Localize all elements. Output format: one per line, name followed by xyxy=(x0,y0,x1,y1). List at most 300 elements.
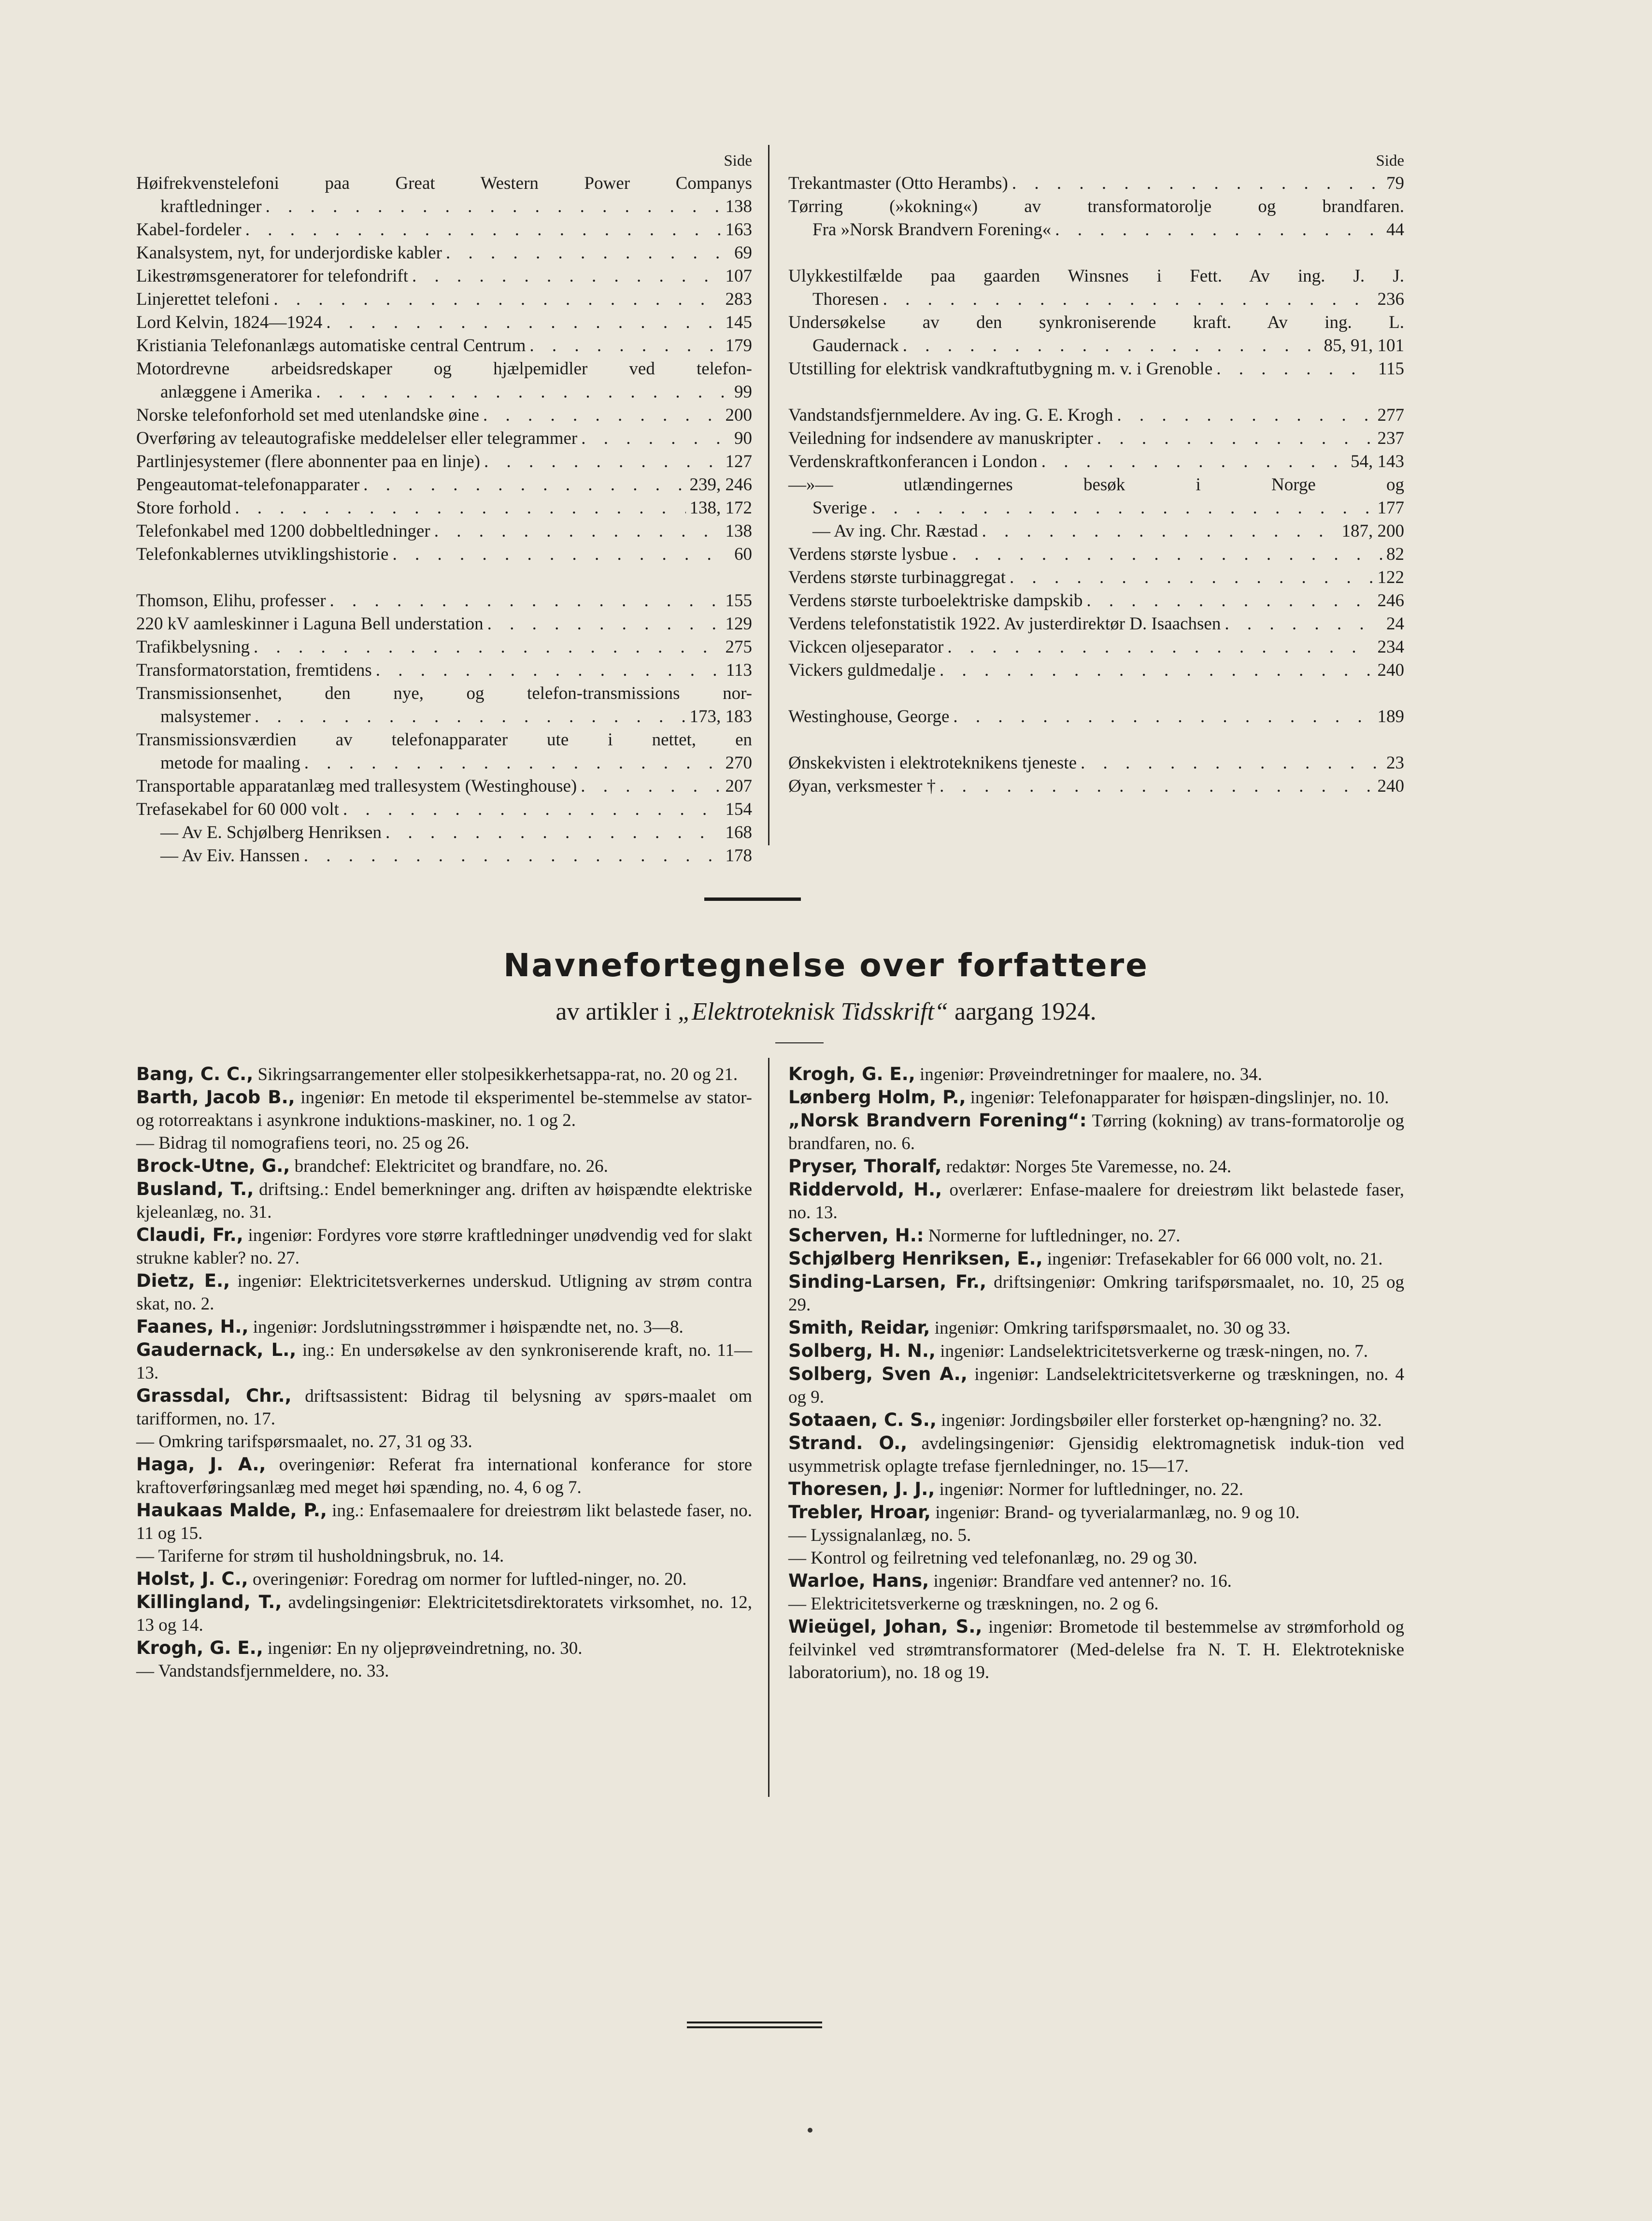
dot-leader xyxy=(1097,427,1374,450)
index-entry xyxy=(136,659,752,682)
section-subtitle xyxy=(0,997,1652,1026)
index-entry-title: Ønskekvisten i elektroteknikens tjeneste xyxy=(788,753,1077,773)
index-entry xyxy=(788,311,1404,357)
author-name: Riddervold, H., xyxy=(788,1179,942,1200)
index-entry-title: Gaudernack xyxy=(812,336,899,356)
page-dot xyxy=(808,2128,812,2133)
dot-leader xyxy=(434,520,722,543)
author-articles: ingeniør: En metode til eksperimentel be-stemmelse av stator- og rotorreaktans i asynkrone induktions-maskiner, no. 1 og 2. xyxy=(136,1088,752,1130)
index-entry-title: malsystemer xyxy=(160,707,251,726)
index-entry-title: Trafikbelysning xyxy=(136,637,250,657)
author-entry xyxy=(788,1224,1404,1247)
index-entry-title: — Av Eiv. Hanssen xyxy=(160,846,300,866)
author-entry xyxy=(136,1637,752,1660)
index-entry-title: Vickers guldmedalje xyxy=(788,660,936,680)
page-number: 237 xyxy=(1377,428,1404,448)
author-additional-article: — Vandstandsfjernmeldere, no. 33. xyxy=(136,1661,389,1681)
page-number: 187, 200 xyxy=(1341,521,1404,541)
index-entry-title: Overføring av teleautografiske meddelelser eller telegrammer xyxy=(136,428,578,448)
index-entry-title: Store forhold xyxy=(136,498,231,518)
dot-leader xyxy=(1117,404,1373,427)
dot-leader xyxy=(581,427,730,450)
author-name: Haga, J. A., xyxy=(136,1454,266,1475)
index-entry-title: Tørring (»kokning«) av transformatorolje og brandfaren. xyxy=(788,197,1404,216)
dot-leader xyxy=(330,589,722,612)
index-entry-title: Ulykkestilfælde paa gaarden Winsnes i Fett. Av ing. J. J. xyxy=(788,266,1404,286)
author-name: Lønberg Holm, P., xyxy=(788,1087,966,1108)
index-entry xyxy=(788,473,1404,520)
author-name: „Norsk Brandvern Forening“: xyxy=(788,1110,1087,1131)
dot-leader xyxy=(266,195,722,218)
dot-leader xyxy=(1012,172,1382,195)
author-additional-article: — Kontrol og feilretning ved telefonanlæg, no. 29 og 30. xyxy=(788,1548,1197,1568)
author-articles: ingeniør: Elektricitetsverkernes underskud. Utligning av strøm contra skat, no. 2. xyxy=(136,1271,752,1314)
dot-leader xyxy=(235,497,685,520)
side-header: Side xyxy=(1376,152,1404,170)
index-entry xyxy=(136,520,752,543)
author-entry xyxy=(788,1363,1404,1409)
dot-leader xyxy=(529,334,721,357)
index-entry xyxy=(788,775,1404,798)
index-entry-title: Trekantmaster (Otto Herambs) xyxy=(788,173,1008,193)
index-entry-title: Transmissionsværdien av telefonapparater ute i nettet, en xyxy=(136,730,752,750)
author-name: Killingland, T., xyxy=(136,1592,282,1612)
page-number: 69 xyxy=(734,243,752,263)
author-entry xyxy=(788,1063,1404,1086)
subtitle-prefix: av artikler i xyxy=(555,998,672,1025)
author-articles: Tørring (kokning) av trans-formatorolje og brandfaren, no. 6. xyxy=(788,1111,1404,1153)
author-entry xyxy=(136,1453,752,1499)
page-number: 79 xyxy=(1386,173,1404,193)
author-entry xyxy=(788,1086,1404,1109)
author-entry xyxy=(788,1339,1404,1363)
subject-index-left-column xyxy=(136,150,752,868)
page-number: 90 xyxy=(734,428,752,448)
index-entry-title: Verdens største turbinaggregat xyxy=(788,568,1006,587)
index-entry xyxy=(136,844,752,868)
page-number: 178 xyxy=(725,846,752,866)
page-number: 173, 183 xyxy=(689,707,752,726)
index-entry-title: Transportable apparatanlæg med trallesystem (Westinghouse) xyxy=(136,776,577,796)
index-entry-title: Verdenskraftkonferancen i London xyxy=(788,452,1038,471)
author-articles: ingeniør: Landselektricitetsverkerne og træsk-ningen, no. 7. xyxy=(940,1341,1368,1361)
index-entry xyxy=(788,195,1404,242)
author-name: Warloe, Hans, xyxy=(788,1570,929,1591)
dot-leader xyxy=(363,473,685,497)
dot-leader xyxy=(982,520,1338,543)
index-entry xyxy=(136,821,752,844)
author-articles: ing.: Enfasemaalere for dreiestrøm likt belastede faser, no. 11 og 15. xyxy=(136,1501,752,1543)
letter-group-gap xyxy=(788,682,1404,705)
page-number: 82 xyxy=(1386,544,1404,564)
author-articles: ingeniør: Omkring tarifspørsmaalet, no. 30 og 33. xyxy=(934,1318,1291,1338)
index-entry xyxy=(788,543,1404,566)
dot-leader xyxy=(343,798,722,821)
index-entry xyxy=(136,497,752,520)
author-entry xyxy=(136,1063,752,1086)
author-articles: avdelingsingeniør: Elektricitetsdirektoratets virksomhet, no. 12, 13 og 14. xyxy=(136,1593,753,1635)
section-separator xyxy=(704,897,801,901)
author-entry xyxy=(788,1409,1404,1432)
index-entry xyxy=(788,404,1404,427)
author-name: Solberg, Sven A., xyxy=(788,1364,968,1384)
author-articles: overingeniør: Foredrag om normer for luftled-ninger, no. 20. xyxy=(252,1569,687,1589)
dot-leader xyxy=(255,705,685,728)
index-entry-title: anlæggene i Amerika xyxy=(160,382,313,402)
index-entry xyxy=(788,450,1404,473)
page-number: 85, 91, 101 xyxy=(1324,336,1404,356)
index-entry xyxy=(788,636,1404,659)
page-number: 54, 143 xyxy=(1351,452,1404,471)
index-entry xyxy=(788,705,1404,728)
index-entry xyxy=(788,612,1404,636)
subject-index-right-column xyxy=(788,150,1404,798)
dot-leader xyxy=(953,705,1373,728)
dot-leader xyxy=(487,612,722,636)
index-entry-title: Øyan, verksmester † xyxy=(788,776,936,796)
author-name: Schjølberg Henriksen, E., xyxy=(788,1248,1043,1269)
index-entry-title: Verdens største turboelektriske dampskib xyxy=(788,591,1083,611)
author-entry xyxy=(136,1384,752,1430)
index-entry xyxy=(136,450,752,473)
index-entries xyxy=(788,172,1404,798)
author-name: Solberg, H. N., xyxy=(788,1340,936,1361)
author-name: Busland, T., xyxy=(136,1179,254,1199)
index-entry xyxy=(136,473,752,497)
index-entry xyxy=(788,520,1404,543)
author-name: Dietz, E., xyxy=(136,1270,230,1291)
author-additional-article: — Elektricitetsverkerne og træskningen, no. 2 og 6. xyxy=(788,1594,1159,1614)
index-entry xyxy=(788,752,1404,775)
index-entry-title: Transformatorstation, fremtidens xyxy=(136,660,372,680)
page-number: 127 xyxy=(725,452,752,471)
index-entry-title: Lord Kelvin, 1824—1924 xyxy=(136,313,323,332)
dot-leader xyxy=(304,844,722,868)
index-entry-title: Kabel-fordeler xyxy=(136,220,242,240)
index-entry-title: Transmissionsenhet, den nye, og telefon-transmissions nor- xyxy=(136,683,752,703)
author-name: Pryser, Thoralf, xyxy=(788,1156,942,1177)
letter-group-gap xyxy=(136,566,752,589)
author-name: Krogh, G. E., xyxy=(788,1064,915,1084)
index-entry-title: —»— utlændingernes besøk i Norge og xyxy=(788,475,1404,495)
author-name: Sotaaen, C. S., xyxy=(788,1409,937,1430)
index-entry-title: Veiledning for indsendere av manuskripter xyxy=(788,428,1093,448)
page-number: 168 xyxy=(725,823,752,842)
index-entry xyxy=(788,265,1404,311)
dot-leader xyxy=(254,636,721,659)
dot-leader xyxy=(316,381,730,404)
index-entry-title: Linjerettet telefoni xyxy=(136,289,270,309)
index-entry-title: Fra »Norsk Brandvern Forening« xyxy=(812,220,1052,240)
dot-leader xyxy=(376,659,722,682)
dot-leader xyxy=(940,775,1373,798)
author-name: Barth, Jacob B., xyxy=(136,1087,295,1108)
index-entry-title: kraftledninger xyxy=(160,197,262,216)
index-entry xyxy=(136,357,752,404)
side-header: Side xyxy=(724,152,752,170)
page-number: 277 xyxy=(1377,405,1404,425)
author-articles: ingeniør: Jordslutningsstrømmer i høispændte net, no. 3—8. xyxy=(253,1317,684,1337)
index-entry xyxy=(136,311,752,334)
author-entry xyxy=(788,1155,1404,1178)
dot-leader xyxy=(871,497,1373,520)
page-number: 189 xyxy=(1377,707,1404,726)
author-entry xyxy=(136,1269,752,1315)
author-name: Gaudernack, L., xyxy=(136,1339,297,1360)
index-entry-title: Partlinjesystemer (flere abonnenter paa en linje) xyxy=(136,452,480,471)
page-number: 145 xyxy=(725,313,752,332)
column-divider xyxy=(768,145,769,845)
index-entry-title: Likestrømsgeneratorer for telefondrift xyxy=(136,266,408,286)
page-number: 107 xyxy=(725,266,752,286)
author-articles: ingeniør: Brometode til bestemmelse av strømforhold og feilvinkel ved strømtransformatorer (Med-delelse fra N. T. H. Elektrotekniske laboratorium), no. 18 og 19. xyxy=(788,1617,1404,1682)
index-entry-title: Westinghouse, George xyxy=(788,707,950,726)
author-articles: Sikringsarrangementer eller stolpesikkerhetsappa-rat, no. 20 og 21. xyxy=(257,1065,738,1084)
author-articles: redaktør: Norges 5te Varemesse, no. 24. xyxy=(946,1157,1232,1177)
page-number: 138, 172 xyxy=(689,498,752,518)
title-rule xyxy=(775,1042,824,1043)
index-entry-title: Vandstandsfjernmeldere. Av ing. G. E. Krogh xyxy=(788,405,1113,425)
page-number: 154 xyxy=(725,799,752,819)
page-number: 200 xyxy=(725,405,752,425)
dot-leader xyxy=(883,288,1374,311)
index-entry xyxy=(136,798,752,821)
index-entry xyxy=(136,682,752,728)
page-number: 270 xyxy=(725,753,752,773)
index-entry-title: Thoresen xyxy=(812,289,879,309)
author-articles: overingeniør: Referat fra international konferance for store kraftoverføringsanlæg med meget høi spænding, no. 4, 6 og 7. xyxy=(136,1455,752,1497)
author-list-left-column xyxy=(136,1063,752,1682)
author-articles: ingeniør: Normer for luftledninger, no. 22. xyxy=(939,1480,1243,1499)
page-number: 177 xyxy=(1377,498,1404,518)
author-entry xyxy=(788,1569,1404,1593)
author-entry xyxy=(136,1499,752,1545)
index-entry xyxy=(136,288,752,311)
author-name: Holst, J. C., xyxy=(136,1568,248,1589)
author-list-right-column xyxy=(788,1063,1404,1684)
page-number: 138 xyxy=(725,197,752,216)
dot-leader xyxy=(484,450,722,473)
author-articles: overlærer: Enfase-maalere for dreiestrøm likt belastede faser, no. 13. xyxy=(788,1180,1404,1223)
author-name: Sinding-Larsen, Fr., xyxy=(788,1271,987,1292)
page-number: 236 xyxy=(1377,289,1404,309)
index-entry xyxy=(788,427,1404,450)
page-number: 138 xyxy=(725,521,752,541)
author-entry xyxy=(788,1432,1404,1478)
author-additional-article: — Omkring tarifspørsmaalet, no. 27, 31 og 33. xyxy=(136,1432,472,1452)
page-number: 239, 246 xyxy=(689,475,752,495)
author-articles: ingeniør: Brand- og tyverialarmanlæg, no. 9 og 10. xyxy=(935,1503,1300,1523)
author-articles: ingeniør: Telefonapparater for høispæn-dingslinjer, no. 10. xyxy=(970,1088,1389,1108)
index-entry xyxy=(136,172,752,218)
dot-leader xyxy=(1081,752,1382,775)
index-entry-title: Sverige xyxy=(812,498,868,518)
page-number: 23 xyxy=(1386,753,1404,773)
page-number: 234 xyxy=(1377,637,1404,657)
page-number: 179 xyxy=(725,336,752,356)
author-entry xyxy=(788,1178,1404,1224)
page-number: 115 xyxy=(1378,359,1404,379)
page-number: 24 xyxy=(1386,614,1404,634)
author-additional-article: — Lyssignalanlæg, no. 5. xyxy=(788,1525,971,1545)
index-entry xyxy=(136,334,752,357)
author-entry xyxy=(136,1178,752,1224)
index-entry xyxy=(136,427,752,450)
dot-leader xyxy=(446,242,730,265)
index-entry-title: 220 kV aamleskinner i Laguna Bell understation xyxy=(136,614,484,634)
index-entry-title: Kanalsystem, nyt, for underjordiske kabler xyxy=(136,243,442,263)
author-entry xyxy=(788,1478,1404,1501)
author-articles: ingeniør: Jordingsbøiler eller forsterket op-hængning? no. 32. xyxy=(941,1410,1382,1430)
author-entry xyxy=(136,1567,752,1591)
page-number: 163 xyxy=(725,220,752,240)
index-entry xyxy=(136,775,752,798)
page-number: 99 xyxy=(734,382,752,402)
index-entry xyxy=(136,404,752,427)
author-name: Strand. O., xyxy=(788,1433,908,1453)
page-number: 246 xyxy=(1377,591,1404,611)
index-entry-title: Verdens største lysbue xyxy=(788,544,948,564)
dot-leader xyxy=(273,288,721,311)
index-entry-title: — Av ing. Chr. Ræstad xyxy=(812,521,978,541)
index-entry xyxy=(788,566,1404,589)
index-entry xyxy=(136,543,752,566)
dot-leader xyxy=(903,334,1320,357)
author-name: Faanes, H., xyxy=(136,1316,249,1337)
index-entry xyxy=(788,357,1404,381)
author-entry xyxy=(788,1247,1404,1270)
author-articles: ingeniør: Prøveindretninger for maalere, no. 34. xyxy=(920,1065,1262,1084)
dot-leader xyxy=(245,218,722,242)
author-articles: ing.: En undersøkelse av den synkroniserende kraft, no. 11—13. xyxy=(136,1340,752,1383)
dot-leader xyxy=(947,636,1373,659)
index-entry-title: Undersøkelse av den synkroniserende kraft. Av ing. L. xyxy=(788,313,1404,332)
index-entry xyxy=(788,589,1404,612)
page-number: 283 xyxy=(725,289,752,309)
index-entry-title: Pengeautomat-telefonapparater xyxy=(136,475,360,495)
index-entry-title: Motordrevne arbeidsredskaper og hjælpemidler ved telefon- xyxy=(136,359,752,379)
dot-leader xyxy=(385,821,722,844)
journal-name: „Elektroteknisk Tidsskrift“ xyxy=(678,998,948,1025)
page-number: 155 xyxy=(725,591,752,611)
author-entry xyxy=(788,1316,1404,1339)
author-articles: driftsing.: Endel bemerkninger ang. driften av høispændte elektriske kjeleanlæg, no. 31. xyxy=(136,1180,752,1222)
author-articles: ingeniør: En ny oljeprøveindretning, no. 30. xyxy=(268,1638,583,1658)
author-articles: avdelingsingeniør: Gjensidig elektromagnetisk induk-tion ved usymmetrisk oplagte trefase fjernledninger, no. 15—17. xyxy=(788,1434,1404,1476)
author-name: Haukaas Malde, P., xyxy=(136,1500,327,1521)
author-name: Wieügel, Johan, S., xyxy=(788,1616,983,1637)
page-number: 207 xyxy=(725,776,752,796)
page-number: 113 xyxy=(726,660,752,680)
dot-leader xyxy=(1010,566,1373,589)
dot-leader xyxy=(483,404,722,427)
author-name: Brock-Utne, G., xyxy=(136,1155,290,1176)
index-entry xyxy=(136,612,752,636)
index-entry xyxy=(136,218,752,242)
author-name: Krogh, G. E., xyxy=(136,1637,263,1658)
index-entry-title: — Av E. Schjølberg Henriksen xyxy=(160,823,382,842)
dot-leader xyxy=(581,775,721,798)
index-entry xyxy=(136,636,752,659)
author-additional-article: — Bidrag til nomografiens teori, no. 25 og 26. xyxy=(136,1133,470,1153)
index-entry xyxy=(136,728,752,775)
index-entry-title: metode for maaling xyxy=(160,753,300,773)
author-articles: ingeniør: Landselektricitetsverkerne og træskningen, no. 4 og 9. xyxy=(788,1365,1405,1407)
dot-leader xyxy=(412,265,722,288)
author-additional-article: — Tariferne for strøm til husholdningsbruk, no. 14. xyxy=(136,1546,504,1566)
author-name: Scherven, H.: xyxy=(788,1225,924,1246)
author-articles: brandchef: Elektricitet og brandfare, no. 26. xyxy=(294,1156,608,1176)
index-entries xyxy=(136,172,752,868)
index-entry xyxy=(136,265,752,288)
index-entry-title: Kristiania Telefonanlægs automatiske central Centrum xyxy=(136,336,526,356)
dot-leader xyxy=(940,659,1374,682)
author-articles: driftsassistent: Bidrag til belysning av spørs-maalet om tarifformen, no. 17. xyxy=(136,1386,753,1429)
author-name: Bang, C. C., xyxy=(136,1064,254,1084)
dot-leader xyxy=(392,543,730,566)
index-entry-title: Verdens telefonstatistik 1922. Av justerdirektør D. Isaachsen xyxy=(788,614,1221,634)
author-name: Claudi, Fr., xyxy=(136,1224,243,1245)
index-entry-title: Norske telefonforhold set med utenlandske øine xyxy=(136,405,479,425)
page-number: 129 xyxy=(725,614,752,634)
index-entry-title: Utstilling for elektrisk vandkraftutbygning m. v. i Grenoble xyxy=(788,359,1213,379)
subtitle-suffix: aargang 1924. xyxy=(954,998,1097,1025)
dot-leader xyxy=(1086,589,1373,612)
page-number: 122 xyxy=(1377,568,1404,587)
index-entry-title: Trefasekabel for 60 000 volt xyxy=(136,799,339,819)
letter-group-gap xyxy=(788,728,1404,752)
index-entry xyxy=(136,242,752,265)
letter-group-gap xyxy=(788,381,1404,404)
column-divider xyxy=(768,1058,769,1797)
author-entry xyxy=(788,1615,1404,1684)
index-entry xyxy=(136,589,752,612)
index-entry xyxy=(788,659,1404,682)
author-name: Thoresen, J. J., xyxy=(788,1479,935,1499)
dot-leader xyxy=(326,311,721,334)
author-articles: ingeniør: Fordyres vore større kraftledninger unødvendig ved for slakt strukne kabler? no. 27. xyxy=(136,1225,752,1268)
dot-leader xyxy=(1055,218,1382,242)
author-entry xyxy=(136,1591,752,1637)
author-entry xyxy=(136,1086,752,1132)
section-title: Navnefortegnelse over forfattere xyxy=(503,947,1149,984)
dot-leader xyxy=(1041,450,1347,473)
author-entry xyxy=(136,1315,752,1338)
author-articles: ingeniør: Trefasekabler for 66 000 volt, no. 21. xyxy=(1047,1249,1383,1269)
author-name: Trebler, Hroar, xyxy=(788,1502,931,1523)
page-number: 44 xyxy=(1386,220,1404,240)
author-name: Grassdal, Chr., xyxy=(136,1385,292,1406)
index-entry-title: Thomson, Elihu, professer xyxy=(136,591,326,611)
author-articles: ingeniør: Brandfare ved antenner? no. 16. xyxy=(933,1571,1232,1591)
author-entry xyxy=(788,1501,1404,1524)
index-entry-title: Telefonkablernes utviklingshistorie xyxy=(136,544,389,564)
author-entry xyxy=(136,1224,752,1269)
page-number: 60 xyxy=(734,544,752,564)
index-entry-title: Telefonkabel med 1200 dobbeltledninger xyxy=(136,521,430,541)
page-number: 240 xyxy=(1377,660,1404,680)
index-entry-title: Høifrekvenstelefoni paa Great Western Power Companys xyxy=(136,173,752,193)
dot-leader xyxy=(1216,357,1374,381)
page-number: 240 xyxy=(1377,776,1404,796)
index-entry xyxy=(788,172,1404,195)
author-articles: Normerne for luftledninger, no. 27. xyxy=(928,1226,1181,1246)
author-entry xyxy=(136,1154,752,1178)
end-separator xyxy=(687,2022,822,2028)
author-articles: driftsingeniør: Omkring tarifspørsmaalet, no. 10, 25 og 29. xyxy=(788,1272,1405,1315)
dot-leader xyxy=(1225,612,1382,636)
page-number: 275 xyxy=(725,637,752,657)
